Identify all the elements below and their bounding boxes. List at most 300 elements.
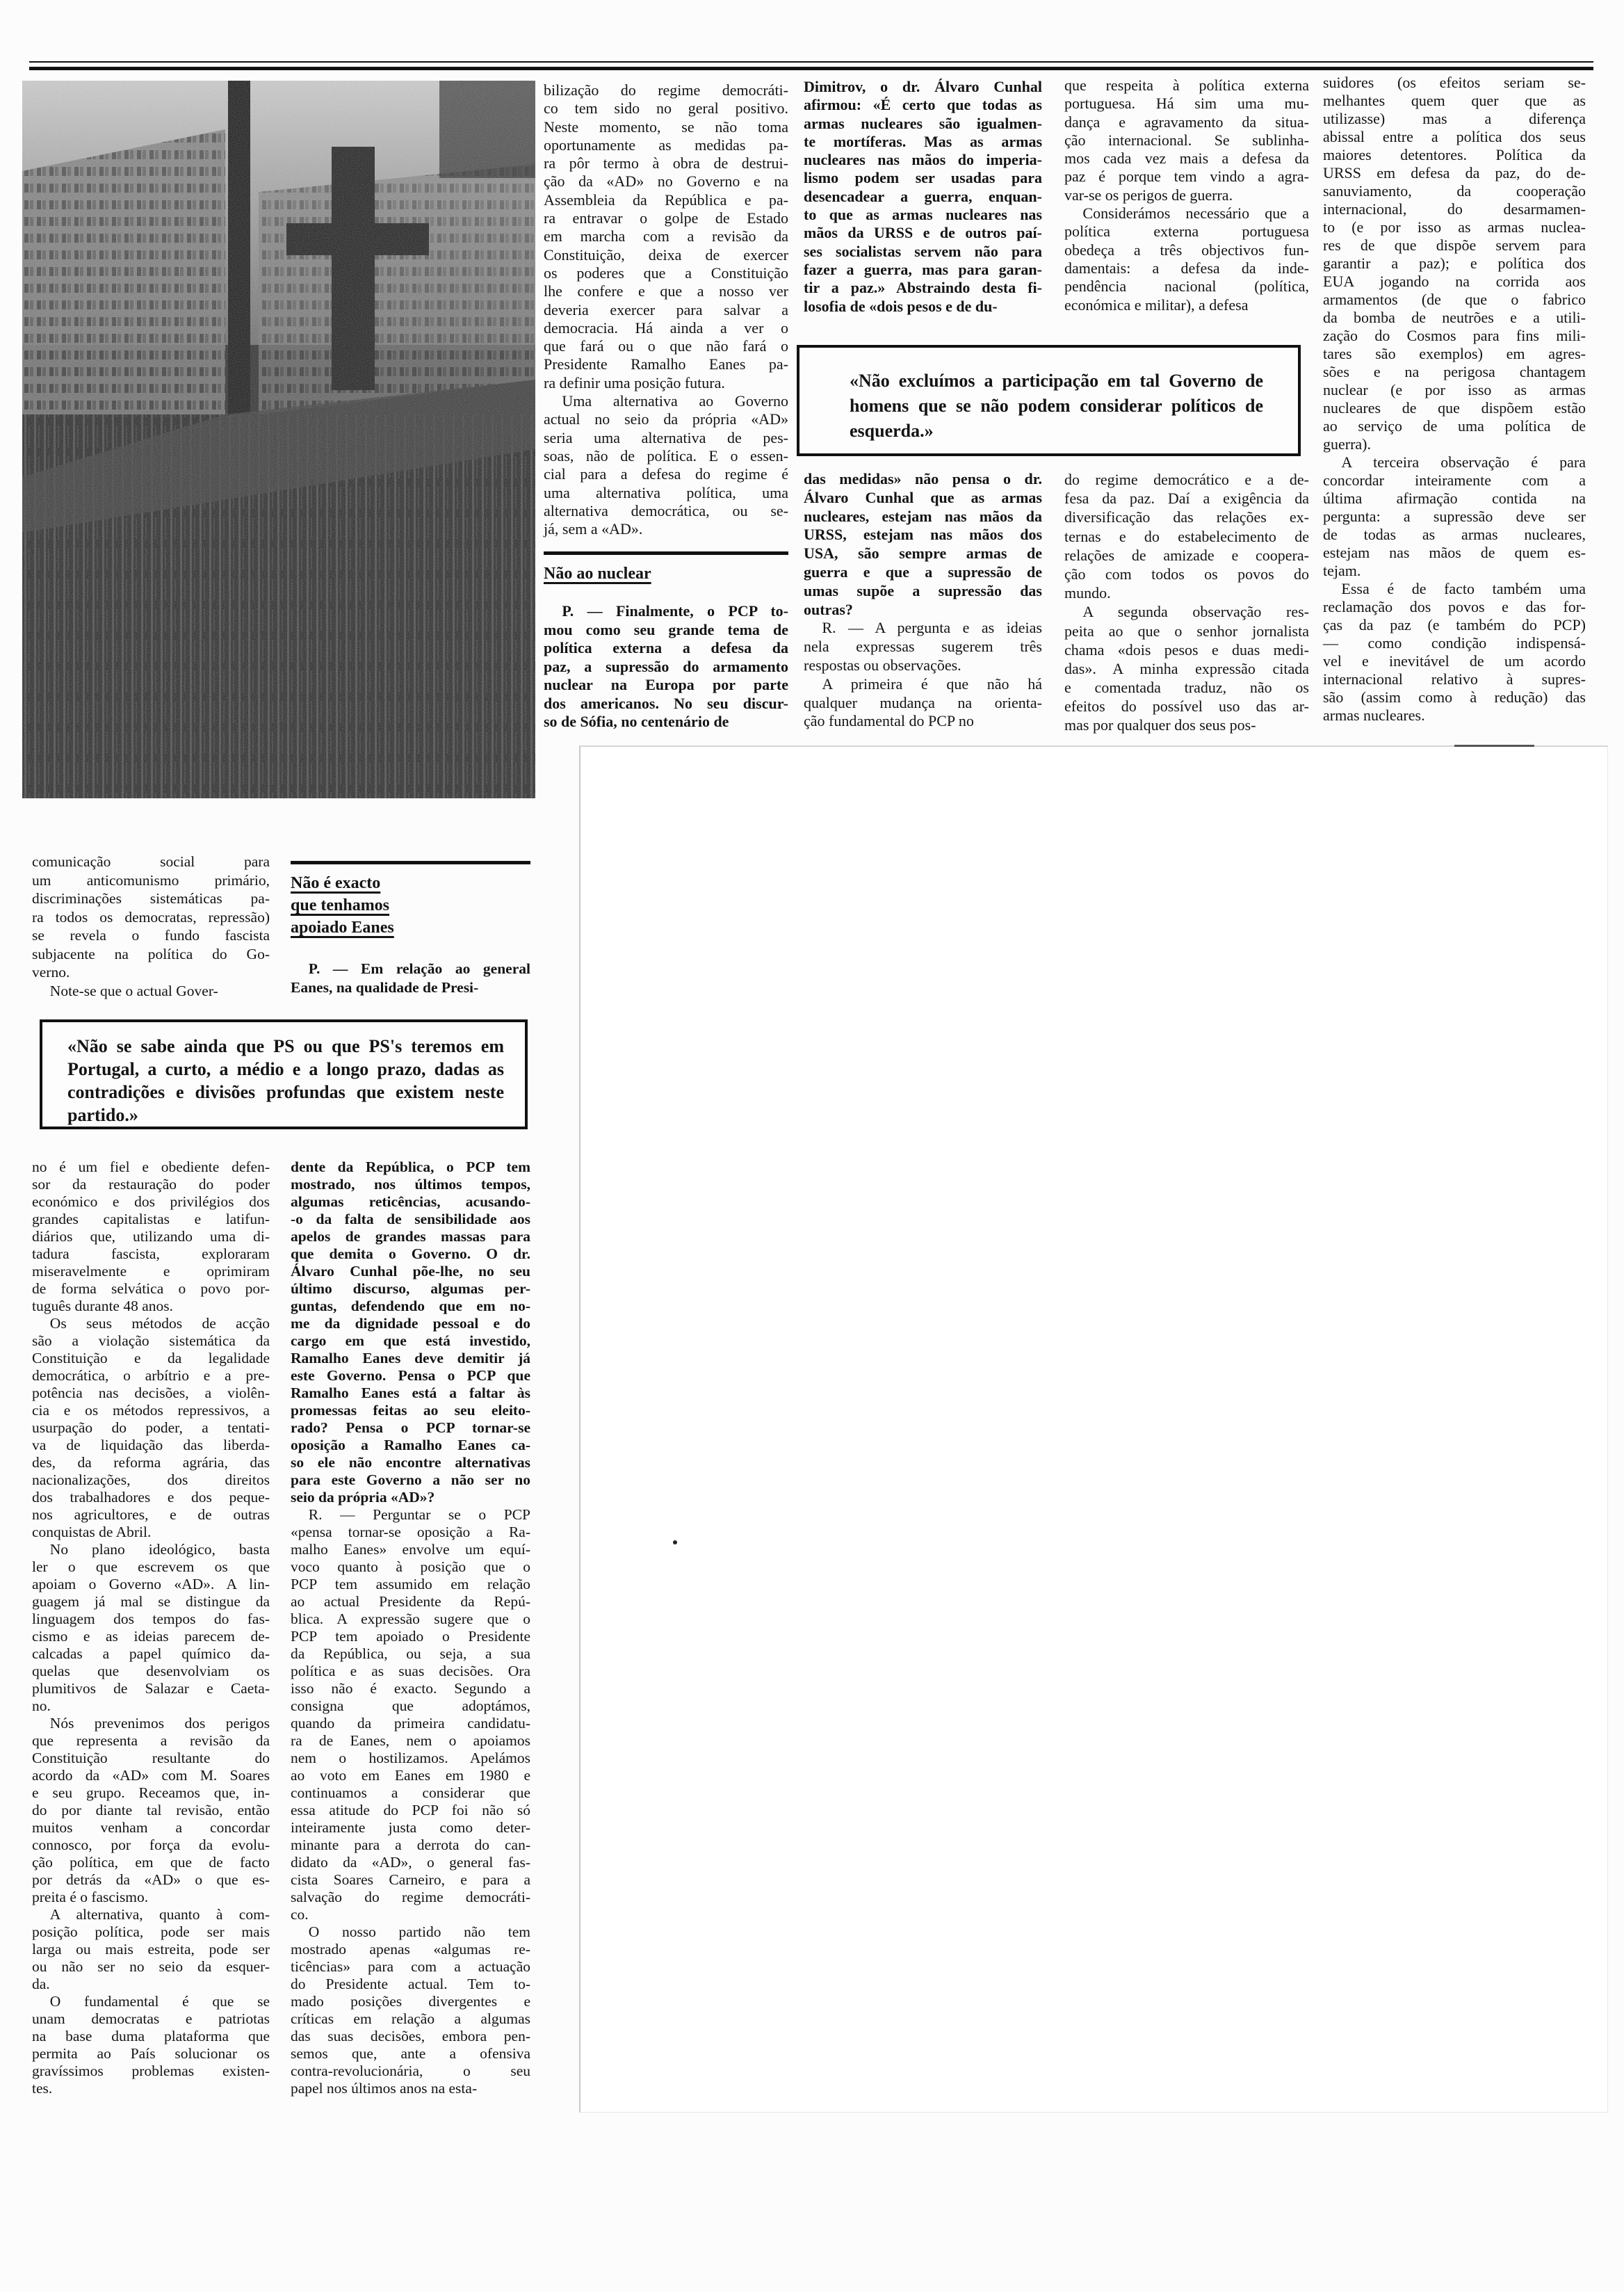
text-line: conquistas de Abril. xyxy=(32,1524,152,1540)
article-column-4-top xyxy=(1064,76,1309,314)
text-line: armamentos (de que o fabrico xyxy=(1323,291,1586,308)
text-line: dos americanos. No seu discur- xyxy=(544,694,788,712)
text-line: to que as armas nucleares nas xyxy=(804,206,1042,224)
text-line: R. — Perguntar se o PCP xyxy=(308,1506,530,1523)
text-line: Considerámos necessário que a xyxy=(1082,204,1309,223)
text-line: Álvaro Cunhal que as armas xyxy=(804,488,1042,506)
text-line: deveria exercer para salvar a xyxy=(544,300,788,318)
paragraph xyxy=(544,81,788,392)
text-line: se revela o fundo fascista xyxy=(32,927,270,944)
text-line: co. xyxy=(291,1906,309,1923)
text-line: vel e inevitável de um acordo xyxy=(1323,652,1586,670)
text-line: no. xyxy=(32,1697,51,1714)
text-line: da bomba de neutrões e a utili- xyxy=(1323,309,1586,326)
paragraph xyxy=(67,1035,504,1127)
text-line: política externa portuguesa xyxy=(1064,223,1309,241)
section-heading-nuclear xyxy=(544,562,788,586)
text-line: subjacente na política do Go- xyxy=(32,945,270,962)
text-line: posição política, pode ser mais xyxy=(32,1923,270,1940)
section-rule-bottom xyxy=(291,861,530,864)
text-line: política externa a defesa da xyxy=(544,639,788,656)
text-line: na base duma plataforma que xyxy=(32,2028,270,2044)
text-line: calcadas a papel químico da- xyxy=(32,1645,270,1662)
text-line: tes. xyxy=(32,2080,53,2097)
paragraph xyxy=(1323,580,1586,725)
text-line: nucleares, estejam nas mãos da xyxy=(804,507,1042,525)
text-line: inteiramente justa como deter- xyxy=(291,1819,530,1836)
text-line: tadura fascista, exploraram xyxy=(32,1245,270,1262)
text-line: soas, não de política. E o essen- xyxy=(544,446,788,465)
text-line: A primeira é que não há xyxy=(822,675,1042,693)
text-line: Constituição, deixa de exercer xyxy=(544,245,788,264)
section-heading xyxy=(544,562,788,586)
article-column-2-question xyxy=(544,602,788,732)
question-paragraph xyxy=(804,470,1042,619)
text-line: nucleares nas mãos do imperia- xyxy=(804,151,1042,169)
text-line: chama «dois pesos e duas medi- xyxy=(1064,640,1309,659)
article-column-3-bottom xyxy=(804,470,1042,731)
text-line: oposição a Ramalho Eanes ca- xyxy=(291,1437,530,1453)
article-column-3-top xyxy=(804,78,1042,316)
text-line: cargo em que está investido, xyxy=(291,1332,530,1349)
text-line: Eanes, na qualidade de Presi- xyxy=(291,979,479,996)
paragraph xyxy=(1323,453,1586,580)
text-line: para este Governo a não ser no xyxy=(291,1471,530,1488)
paragraph xyxy=(32,1715,270,1906)
text-line: nos agricultores, e de outras xyxy=(32,1506,270,1523)
paragraph xyxy=(850,369,1263,444)
text-line: rado? Pensa o PCP tornar-se xyxy=(291,1419,530,1436)
text-line: damentais: a defesa da inde- xyxy=(1064,259,1309,277)
text-line: desencadear a guerra, enquan- xyxy=(804,187,1042,205)
text-line: e seu grupo. Receamos que, in- xyxy=(32,1784,270,1801)
text-line: acordo da «AD» com M. Soares xyxy=(32,1767,270,1784)
text-line: Os seus métodos de acção xyxy=(49,1315,270,1332)
text-line: ao serviço de uma política de xyxy=(1323,417,1586,435)
text-line: quelas que desenvolviam os xyxy=(32,1663,270,1679)
text-line: outras? xyxy=(804,600,853,618)
text-line: estejam nas mãos de quem es- xyxy=(1323,544,1586,561)
text-line: democrática, o arbítrio e a pre- xyxy=(32,1367,270,1384)
section-heading xyxy=(291,872,530,939)
paragraph xyxy=(32,1315,270,1541)
text-line: Constituição resultante do xyxy=(32,1750,270,1766)
text-line: promessas feitas ao seu eleito- xyxy=(291,1402,530,1419)
question-paragraph xyxy=(291,1159,530,1506)
text-line: alternativa democrática, ou se- xyxy=(544,501,788,519)
text-line: comunicação social para xyxy=(32,853,270,870)
text-line: nacionalizações, dos direitos xyxy=(32,1471,270,1488)
text-line: cial para a defesa do regime é xyxy=(544,465,788,483)
text-line: lhe confere e que a nosso ver xyxy=(544,282,788,300)
text-line: mas por qualquer dos seus pos- xyxy=(1064,716,1256,734)
text-line: peita ao que o senhor jornalista xyxy=(1064,622,1309,640)
text-line: contradições e divisões profundas que existem neste xyxy=(67,1082,504,1102)
text-line: ção internacional. Se sublinha- xyxy=(1064,131,1309,149)
text-line: algumas reticências, acusando- xyxy=(291,1193,530,1210)
text-line: nuclear na Europa por parte xyxy=(544,676,788,693)
text-line: democracia. Há ainda a ver o xyxy=(544,318,788,337)
text-line: consigna que adoptámos, xyxy=(291,1697,530,1714)
text-line: dança e agravamento da situa- xyxy=(1064,113,1309,131)
paragraph xyxy=(291,1506,530,1923)
text-line: USA, são sempre armas de xyxy=(804,544,1042,563)
text-line: um anticomunismo primário, xyxy=(32,871,270,889)
text-line: Constituição e da legalidade xyxy=(32,1350,270,1366)
text-line: so ele não encontre alternativas xyxy=(291,1454,530,1471)
text-line: este Governo. Pensa o PCP que xyxy=(291,1367,530,1384)
text-line: homens que se não podem considerar políticos de xyxy=(850,396,1263,416)
text-line: URSS em defesa da paz, do de- xyxy=(1323,164,1586,181)
paragraph xyxy=(1323,74,1586,453)
text-line: var-se os perigos de guerra. xyxy=(1064,186,1233,204)
news-photo xyxy=(22,81,535,798)
text-line: P. — Em relação ao general xyxy=(308,960,530,977)
top-rule-thin xyxy=(29,61,1593,63)
text-line: portuguesa. Há sim uma mu- xyxy=(1064,95,1309,113)
text-line: no é um fiel e obediente defen- xyxy=(32,1159,270,1175)
paragraph xyxy=(1064,602,1309,734)
heading-line: apoiado Eanes xyxy=(291,919,394,937)
text-line: muitos venham a concordar xyxy=(32,1819,270,1836)
text-line: bilização do regime democráti- xyxy=(544,81,788,99)
text-line: reclamação dos povos e das for- xyxy=(1323,598,1586,615)
paragraph xyxy=(32,1159,270,1315)
heading-line: que tenhamos xyxy=(291,896,390,914)
text-line: contra-revolucionária, o seu xyxy=(291,2063,530,2079)
text-line: Presidente Ramalho Eanes pa- xyxy=(544,355,788,373)
text-line: concordar inteiramente com a xyxy=(1323,471,1586,489)
text-line: linguagem dos tempos do fas- xyxy=(32,1611,270,1627)
text-line: utilizasse) mas a diferença xyxy=(1323,110,1586,127)
text-line: paz, a supressão do armamento xyxy=(544,657,788,675)
text-line: PCP tem assumido em relação xyxy=(291,1576,530,1592)
text-line: semos que, ante a ofensiva xyxy=(291,2045,530,2062)
text-line: respostas ou observações. xyxy=(804,656,961,674)
paragraph xyxy=(804,675,1042,731)
text-line: usurpação do poder, a tentati- xyxy=(32,1419,270,1436)
text-line: económico e dos privilégios dos xyxy=(32,1193,270,1210)
text-line: das». A minha expressão citada xyxy=(1064,659,1309,677)
text-line: verno. xyxy=(32,964,70,980)
text-line: guagem já mal se distingue da xyxy=(32,1593,270,1610)
text-line: ra definir uma posição futura. xyxy=(544,373,725,392)
text-line: das suas decisões, embora pen- xyxy=(291,2028,530,2044)
text-line: to (e por isso as armas nuclea- xyxy=(1323,218,1586,236)
text-line: me da dignidade pessoal e do xyxy=(291,1315,530,1332)
text-line: afirmou: «É certo que todas as xyxy=(804,96,1042,114)
text-line: Essa é de facto também uma xyxy=(1341,580,1586,597)
text-line: ou não ser no seio da esquer- xyxy=(32,1958,270,1975)
text-line: ças da paz (e também do PCP) xyxy=(1323,616,1586,633)
text-line: último discurso, algumas per- xyxy=(291,1280,530,1297)
section-heading-eanes xyxy=(291,872,530,939)
text-line: losofia de «dois pesos e de du- xyxy=(804,297,998,315)
text-line: ção com todos os povos do xyxy=(1064,565,1309,583)
paragraph xyxy=(32,1993,270,2097)
text-line: des, da reforma agrária, das xyxy=(32,1454,270,1471)
text-line: internacional relativo à supres- xyxy=(1323,670,1586,688)
text-line: connosco, por força da evolu- xyxy=(32,1837,270,1853)
text-line: mãos da URSS e de outros paí- xyxy=(804,224,1042,242)
text-line: va de liquidação das liberda- xyxy=(32,1437,270,1453)
text-line: cia e os métodos repressivos, a xyxy=(32,1402,270,1419)
text-line: ção política, em que de facto xyxy=(32,1854,270,1871)
text-line: guntas, defendendo que em no- xyxy=(291,1298,530,1314)
text-line: das medidas» não pensa o dr. xyxy=(804,470,1042,487)
text-line: permita ao País solucionar os xyxy=(32,2045,270,2062)
text-line: P. — Finalmente, o PCP to- xyxy=(562,602,788,620)
text-line: sor da restauração do poder xyxy=(32,1176,270,1193)
text-line: zação do Cosmos para fins mili- xyxy=(1323,327,1586,344)
text-line: Dimitrov, o dr. Álvaro Cunhal xyxy=(804,78,1042,95)
text-line: que respeita à política externa xyxy=(1064,76,1309,94)
text-line: ao voto em Eanes em 1980 e xyxy=(291,1767,530,1784)
article-column-4-bottom xyxy=(1064,470,1309,735)
text-line: que representa a revisão da xyxy=(32,1732,270,1749)
text-line: do por diante tal revisão, então xyxy=(32,1802,270,1818)
text-line: minante para a derrota do can- xyxy=(291,1837,530,1853)
text-line: de todas as armas nucleares, xyxy=(1323,526,1586,543)
text-line: oportunamente as medidas pa- xyxy=(544,136,788,154)
text-line: actual no seio da própria «AD» xyxy=(544,410,788,428)
text-line: mundo. xyxy=(1064,584,1111,602)
top-rule-thick xyxy=(29,67,1593,70)
text-line: ra todos os democratas, repressão) xyxy=(32,908,270,926)
text-line: plumitivos de Salazar e Caeta- xyxy=(32,1680,270,1697)
text-line: paz é porque tem vindo a agra- xyxy=(1064,168,1309,186)
text-line: seria uma alternativa de pes- xyxy=(544,428,788,446)
text-line: armas nucleares são igualmen- xyxy=(804,114,1042,132)
paragraph xyxy=(1064,76,1309,204)
paragraph xyxy=(1064,470,1309,602)
text-line: lismo podem ser usadas para xyxy=(804,169,1042,187)
text-line: mostrado apenas «algumas re- xyxy=(291,1941,530,1958)
text-line: O nosso partido não tem xyxy=(308,1923,530,1940)
text-line: maiores detentores. Política da xyxy=(1323,146,1586,163)
text-line: internacional, do desarmamen- xyxy=(1323,200,1586,218)
text-line: voco quanto à posição que o xyxy=(291,1558,530,1575)
text-line: co tem sido no geral positivo. xyxy=(544,99,788,118)
text-line: mostrado, nos últimos tempos, xyxy=(291,1176,530,1193)
text-line: -o da falta de sensibilidade aos xyxy=(291,1211,530,1227)
scan-speck xyxy=(673,1540,677,1544)
text-line: em marcha com a revisão da xyxy=(544,227,788,245)
text-line: preita é o fascismo. xyxy=(32,1889,149,1905)
text-line: No plano ideológico, basta xyxy=(49,1541,270,1558)
text-line: blica. A expressão sugere que o xyxy=(291,1611,530,1627)
text-line: Ramalho Eanes está a faltar às xyxy=(291,1385,530,1401)
text-line: são (assim como à redução) das xyxy=(1323,688,1586,706)
text-line: efeitos do possível uso das ar- xyxy=(1064,697,1309,716)
text-line: O fundamental é que se xyxy=(49,1993,270,2010)
article-column-2-lower xyxy=(291,1159,530,2097)
text-line: da. xyxy=(32,1976,50,1992)
text-line: fesa da paz. Daí a exigência da xyxy=(1064,490,1309,508)
text-line: seio da própria «AD»? xyxy=(291,1489,435,1506)
pull-quote-text xyxy=(850,369,1263,444)
text-line: so de Sófia, no centenário de xyxy=(544,713,729,730)
text-line: mos cada vez mais a defesa da xyxy=(1064,150,1309,168)
text-line: armas nucleares. xyxy=(1323,707,1425,724)
text-line: res de que dispõe servem para xyxy=(1323,236,1586,254)
text-line: Álvaro Cunhal põe-lhe, no seu xyxy=(291,1263,530,1280)
text-line: tejam. xyxy=(1323,562,1361,579)
text-line: didato da «AD», o general fas- xyxy=(291,1854,530,1871)
text-line: discriminações sistemáticas pa- xyxy=(32,890,270,907)
text-line: unam democratas e patriotas xyxy=(32,2010,270,2027)
paragraph xyxy=(291,1923,530,2097)
heading-line: Não ao nuclear xyxy=(544,565,651,583)
text-line: miseravelmente e oprimiram xyxy=(32,1263,270,1280)
text-line: uma alternativa política, uma xyxy=(544,483,788,501)
text-line: de forma selvática o povo por- xyxy=(32,1280,270,1297)
text-line: suidores (os efeitos seriam se- xyxy=(1323,74,1586,91)
text-line: pergunta: a supressão deve ser xyxy=(1323,508,1586,525)
text-line: Uma alternativa ao Governo xyxy=(562,392,788,410)
text-line: diários que, utilizando uma di- xyxy=(32,1228,270,1245)
text-line: umas supõe a supressão das xyxy=(804,581,1042,599)
text-line: «Não se sabe ainda que PS ou que PS's teremos em xyxy=(67,1036,504,1056)
text-line: melhantes quem quer que as xyxy=(1323,92,1586,109)
text-line: A alternativa, quanto à com- xyxy=(49,1906,270,1923)
text-line: ção da «AD» no Governo e na xyxy=(544,172,788,191)
text-line: dente da República, o PCP tem xyxy=(291,1159,530,1175)
section-rule xyxy=(544,551,788,555)
paragraph xyxy=(804,619,1042,675)
text-line: já, sem a «AD». xyxy=(544,520,643,538)
text-line: por detrás da «AD» o que es- xyxy=(32,1871,270,1888)
text-line: essa atitude do PCP foi não só xyxy=(291,1802,530,1818)
text-line: Portugal, a curto, a médio e a longo prazo, dadas as xyxy=(67,1059,504,1079)
text-line: Assembleia da República e pa- xyxy=(544,191,788,209)
text-line: ler o que escrevem os que xyxy=(32,1558,270,1575)
text-line: ao actual Presidente da Repú- xyxy=(291,1593,530,1610)
text-line: os poderes que a Constituição xyxy=(544,264,788,282)
text-line: continuamos a considerar que xyxy=(291,1784,530,1801)
text-line: tares são exemplos) em agres- xyxy=(1323,345,1586,362)
text-line: A terceira observação é para xyxy=(1341,453,1586,471)
question-paragraph xyxy=(804,78,1042,316)
text-line: da República, ou seja, a sua xyxy=(291,1645,530,1662)
text-line: que demita o Governo. O dr. xyxy=(291,1245,530,1262)
text-line: cista Soares Carneiro, e para a xyxy=(291,1871,530,1888)
pull-quote-ps xyxy=(40,1019,528,1129)
article-column-2-top xyxy=(544,81,788,538)
text-line: nuclear (e por isso as armas xyxy=(1323,381,1586,398)
text-line: malho Eanes» envolve um equí- xyxy=(291,1541,530,1558)
text-line: ternas e do estabelecimento de xyxy=(1064,527,1309,545)
question-paragraph xyxy=(544,602,788,732)
blank-area xyxy=(579,745,1608,2113)
text-line: ticências» para com a actuação xyxy=(291,1958,530,1975)
text-line: abissal entre a política dos seus xyxy=(1323,128,1586,145)
text-line: são a violação sistemática da xyxy=(32,1332,270,1349)
paragraph xyxy=(32,853,270,982)
text-line: pendência nacional (política, xyxy=(1064,277,1309,296)
photo-image xyxy=(22,81,535,798)
question-paragraph xyxy=(291,960,530,997)
text-line: guerra e que a supressão de xyxy=(804,563,1042,581)
text-line: papel nos últimos anos na esta- xyxy=(291,2080,478,2097)
text-line: Nós prevenimos dos perigos xyxy=(49,1715,270,1732)
text-line: «pensa tornar-se oposição a Ra- xyxy=(291,1524,530,1540)
text-line: te mortíferas. Mas as armas xyxy=(804,132,1042,150)
pull-quote-text xyxy=(67,1035,504,1127)
article-column-2-question-start xyxy=(291,960,530,997)
text-line: grandes capitalistas e latifun- xyxy=(32,1211,270,1227)
text-line: tuguês durante 48 anos. xyxy=(32,1298,174,1314)
article-column-5 xyxy=(1323,74,1586,725)
paragraph xyxy=(1064,204,1309,314)
paragraph xyxy=(32,1906,270,1993)
text-line: nem o hostilizamos. Apelámos xyxy=(291,1750,530,1766)
text-line: ses socialistas servem não para xyxy=(804,242,1042,260)
text-line: e comentada traduz, não os xyxy=(1064,679,1309,697)
text-line: A segunda observação res- xyxy=(1082,603,1309,621)
text-line: qualquer mudança na orienta- xyxy=(804,693,1042,711)
article-column-1-lower xyxy=(32,1159,270,2097)
text-line: que fará ou o que não fará o xyxy=(544,337,788,355)
text-line: Neste momento, se não toma xyxy=(544,118,788,136)
text-line: R. — A pergunta e as ideias xyxy=(822,619,1042,637)
text-line: Ramalho Eanes deve demitir já xyxy=(291,1350,530,1366)
text-line: relações de amizade e coopera- xyxy=(1064,546,1309,564)
text-line: do Presidente actual. Tem to- xyxy=(291,1976,530,1992)
text-line: mado posições divergentes e xyxy=(291,1993,530,2010)
text-line: críticas em relação a algumas xyxy=(291,2010,530,2027)
text-line: larga ou mais estreita, pode ser xyxy=(32,1941,270,1958)
text-line: partido.» xyxy=(67,1105,138,1125)
text-line: potência nas decisões, a violên- xyxy=(32,1385,270,1401)
text-line: gravíssimos problemas existen- xyxy=(32,2063,270,2079)
article-column-1-upper xyxy=(32,853,270,1000)
text-line: esquerda.» xyxy=(850,421,934,441)
text-line: mou como seu grande tema de xyxy=(544,620,788,638)
text-line: ra entravar o golpe de Estado xyxy=(544,209,788,227)
paragraph xyxy=(32,1541,270,1715)
text-line: tir a paz.» Abstraindo desta fi- xyxy=(804,279,1042,297)
text-line: fazer a guerra, mas para garan- xyxy=(804,260,1042,278)
text-line: PCP tem apoiado o Presidente xyxy=(291,1628,530,1645)
pull-quote-governo xyxy=(797,345,1301,456)
text-line: do regime democrático e a de- xyxy=(1064,471,1309,488)
text-line: obedeça a três objectivos fun- xyxy=(1064,241,1309,259)
text-line: diversificação das relações ex- xyxy=(1064,508,1309,526)
text-line: nucleares de que dispõem estão xyxy=(1323,399,1586,417)
text-line: URSS, estejam nas mãos dos xyxy=(804,526,1042,544)
short-rule xyxy=(1454,745,1534,747)
text-line: última afirmação contida na xyxy=(1323,490,1586,507)
text-line: guerra). xyxy=(1323,435,1372,453)
text-line: económica e militar), a defesa xyxy=(1064,296,1249,314)
text-line: sões e na perigosa chantagem xyxy=(1323,363,1586,380)
paragraph xyxy=(32,982,270,1001)
heading-line: Não é exacto xyxy=(291,874,381,892)
text-line: sanuviamento, da cooperação xyxy=(1323,182,1586,200)
text-line: — como condição indispensá- xyxy=(1323,634,1586,652)
text-line: dos trabalhadores e dos peque- xyxy=(32,1489,270,1506)
text-line: isso não é exacto. Segundo a xyxy=(291,1680,530,1697)
text-line: apelos de grandes massas para xyxy=(291,1228,530,1245)
text-line: EUA jogando na corrida aos xyxy=(1323,273,1586,290)
text-line: «Não excluímos a participação em tal Governo de xyxy=(850,371,1263,391)
text-line: política e as suas decisões. Ora xyxy=(291,1663,530,1679)
text-line: ção fundamental do PCP no xyxy=(804,712,974,730)
paragraph xyxy=(544,392,788,538)
text-line: ra pôr termo à obra de destrui- xyxy=(544,154,788,172)
text-line: salvação do regime democráti- xyxy=(291,1889,530,1905)
